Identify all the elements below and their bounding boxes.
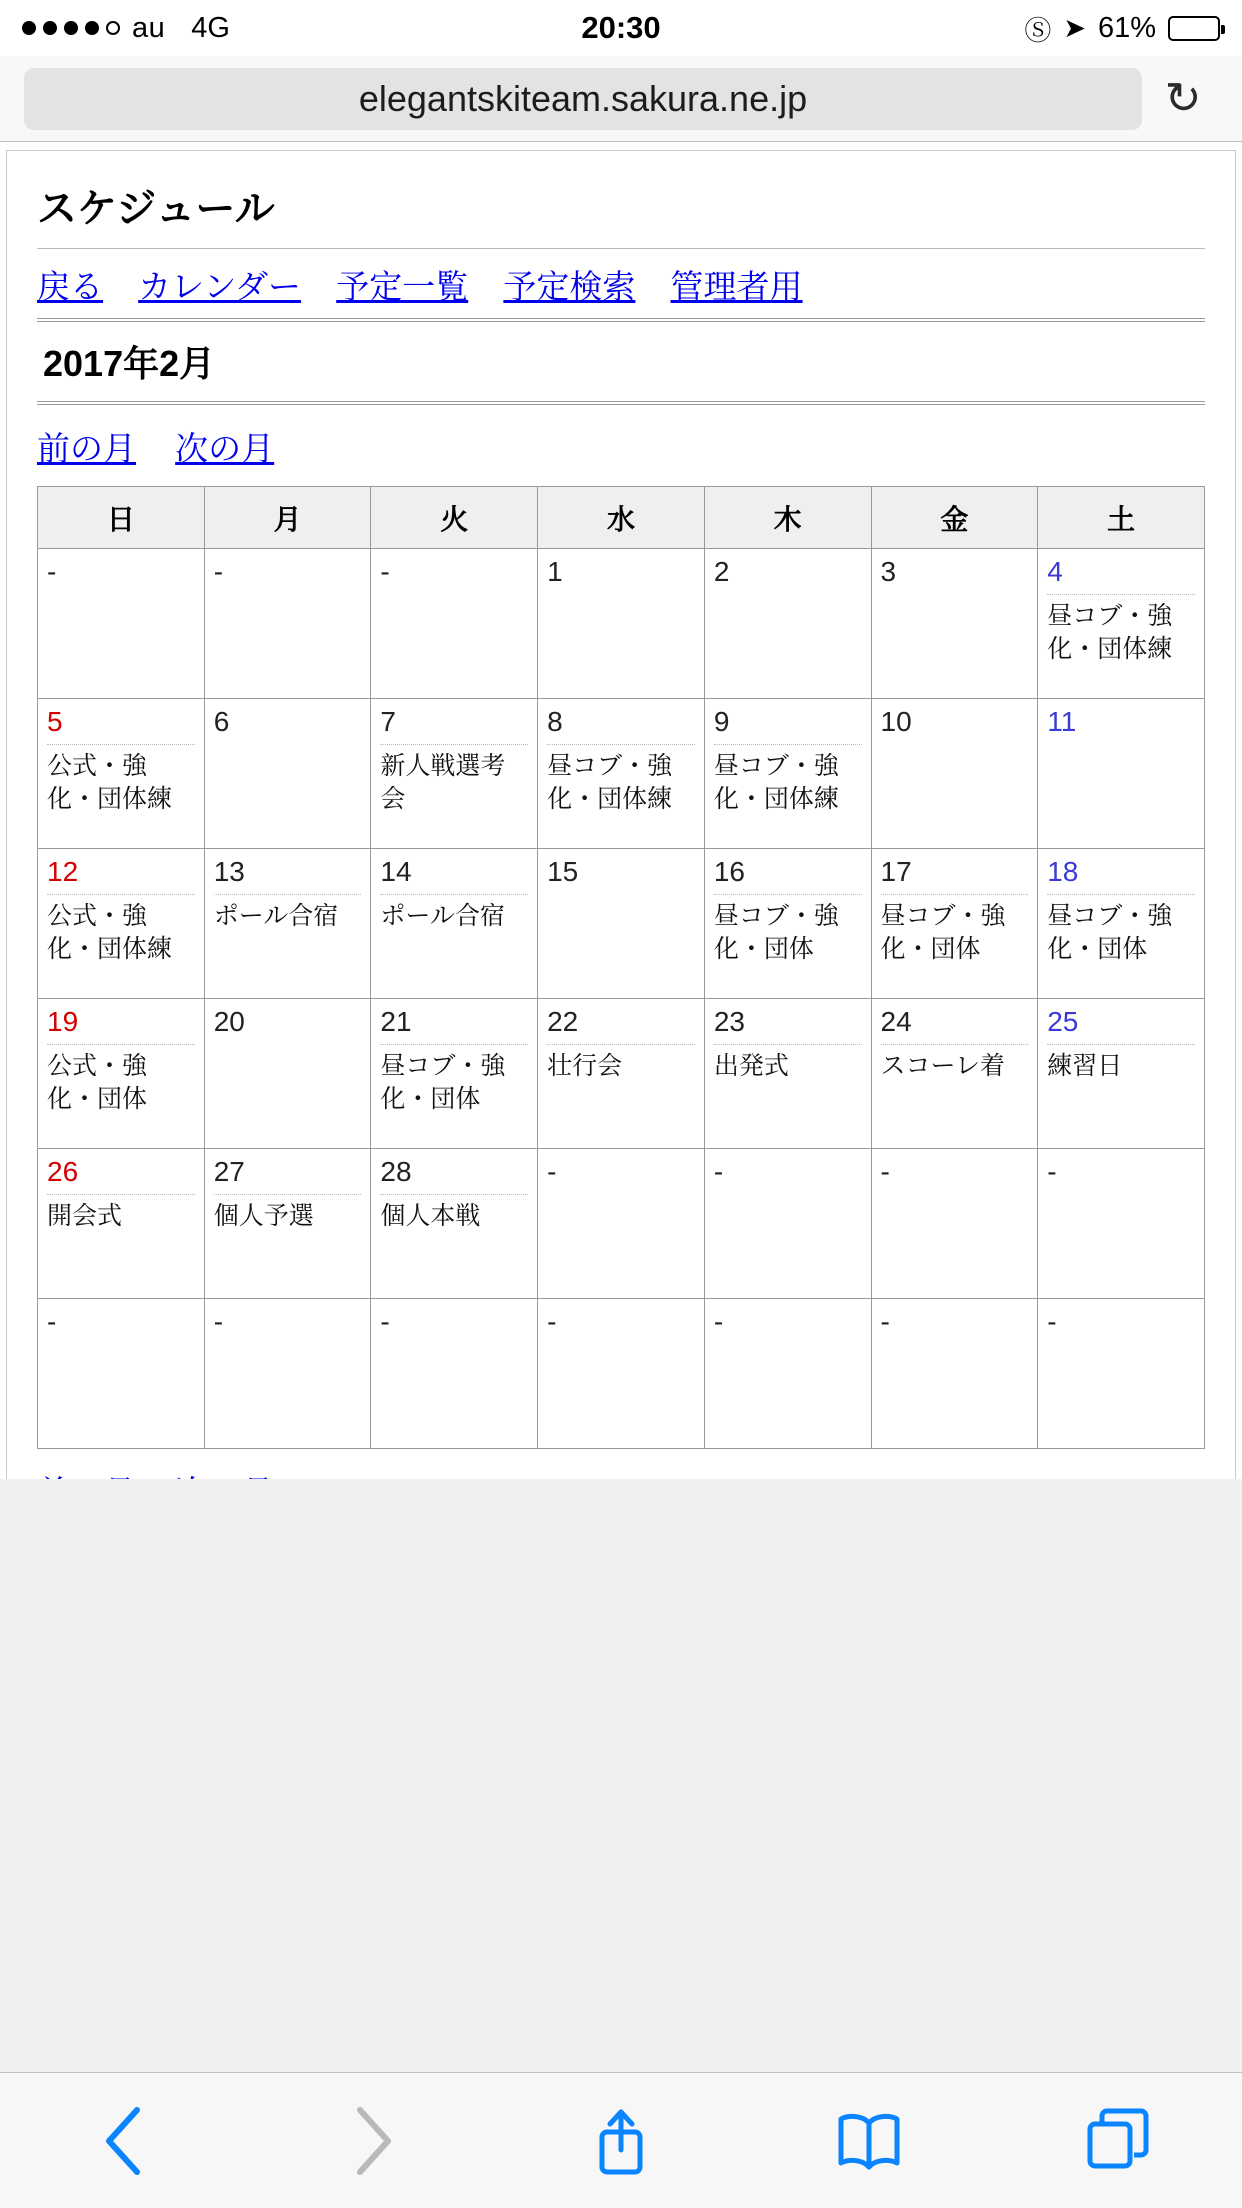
day-number: 28	[380, 1156, 412, 1187]
event-separator	[47, 744, 195, 745]
calendar-day-cell[interactable]	[371, 1149, 538, 1299]
calendar-day-cell[interactable]	[538, 699, 705, 849]
prev-month-link-top[interactable]: 前の月	[37, 430, 136, 467]
day-number: -	[380, 556, 390, 587]
event-separator	[881, 894, 1029, 895]
calendar-event[interactable]: 昼コブ・強化・団体練	[713, 751, 839, 813]
calendar-body	[38, 549, 1205, 1449]
day-number: -	[47, 556, 57, 587]
next-month-link-top[interactable]: 次の月	[175, 430, 275, 467]
calendar-day-cell[interactable]	[38, 1299, 205, 1449]
calendar-day-cell[interactable]	[538, 1149, 705, 1299]
pager-top	[37, 405, 1205, 486]
day-number: -	[1047, 1156, 1057, 1187]
calendar-day-cell[interactable]	[38, 1149, 205, 1299]
event-separator	[380, 1044, 528, 1045]
reload-icon[interactable]: ↻	[1164, 74, 1202, 123]
event-separator	[1047, 1044, 1195, 1045]
calendar-day-cell[interactable]	[538, 849, 705, 999]
calendar-day-cell[interactable]	[204, 699, 371, 849]
day-number: 19	[47, 1006, 79, 1037]
url-input[interactable]: elegantskiteam.sakura.ne.jp	[24, 68, 1142, 130]
calendar-day-cell[interactable]	[1038, 1299, 1205, 1449]
event-separator	[47, 1194, 195, 1195]
calendar-day-cell[interactable]	[38, 549, 205, 699]
day-number: -	[547, 1306, 557, 1337]
calendar-day-cell[interactable]	[371, 1299, 538, 1449]
calendar-day-cell[interactable]	[204, 849, 371, 999]
calendar-event[interactable]: ポール合宿	[213, 901, 339, 930]
share-icon[interactable]	[497, 2104, 745, 2178]
day-number: 9	[713, 706, 730, 737]
day-number: 24	[880, 1006, 912, 1037]
page-background-filler	[0, 1479, 1242, 2072]
back-icon[interactable]	[0, 2104, 248, 2178]
nav-link-schedule-list[interactable]: 予定一覧	[336, 268, 469, 305]
nav-link-back[interactable]: 戻る	[37, 268, 103, 305]
clock-label: 20:30	[581, 10, 661, 45]
calendar-event[interactable]: 昼コブ・強化・団体練	[547, 751, 673, 813]
weekday-header-thu: 木	[704, 487, 871, 549]
day-number: 1	[547, 556, 563, 587]
calendar-day-cell[interactable]	[371, 699, 538, 849]
calendar-day-cell[interactable]	[538, 1299, 705, 1449]
event-separator	[380, 744, 528, 745]
calendar-day-cell[interactable]	[38, 699, 205, 849]
event-separator	[881, 1044, 1029, 1045]
day-number: 7	[380, 706, 396, 737]
day-number: 21	[380, 1006, 412, 1037]
nav-link-schedule-search[interactable]: 予定検索	[503, 268, 636, 305]
location-arrow-icon: ➤	[1063, 12, 1086, 43]
nav-link-calendar[interactable]: カレンダー	[138, 268, 302, 305]
calendar-day-cell[interactable]	[704, 549, 871, 699]
network-type-label: 4G	[191, 11, 230, 44]
day-number: 5	[47, 706, 63, 737]
calendar-week-row	[38, 549, 1205, 699]
day-number: -	[713, 1156, 724, 1187]
calendar-event[interactable]: 公式・強化・団体練	[47, 751, 173, 813]
event-separator	[380, 894, 528, 895]
weekday-header-tue: 火	[371, 487, 538, 549]
calendar-day-cell[interactable]	[204, 1149, 371, 1299]
day-number: -	[547, 1156, 557, 1187]
event-separator	[714, 894, 862, 895]
calendar-day-cell[interactable]	[1038, 999, 1205, 1149]
day-number: -	[380, 1306, 390, 1337]
calendar-day-cell[interactable]	[538, 999, 705, 1149]
calendar-day-cell[interactable]	[871, 699, 1038, 849]
event-separator	[714, 1044, 862, 1045]
calendar-day-cell[interactable]	[871, 999, 1038, 1149]
calendar-event[interactable]: 壮行会	[547, 1051, 623, 1080]
day-number: 20	[213, 1006, 245, 1037]
calendar-day-cell[interactable]	[38, 999, 205, 1149]
calendar-day-cell[interactable]	[1038, 549, 1205, 699]
calendar-table	[37, 486, 1205, 1449]
calendar-event[interactable]: 昼コブ・強化・団体練	[1047, 601, 1173, 663]
calendar-week-row	[38, 999, 1205, 1149]
tabs-icon[interactable]	[994, 2108, 1242, 2174]
calendar-day-cell[interactable]	[371, 849, 538, 999]
calendar-day-cell[interactable]	[538, 549, 705, 699]
weekday-header-mon: 月	[204, 487, 371, 549]
calendar-day-cell[interactable]	[704, 1149, 871, 1299]
event-separator	[547, 1044, 695, 1045]
day-number: -	[1047, 1306, 1057, 1337]
web-page-content	[6, 150, 1236, 1535]
event-separator	[1047, 594, 1195, 595]
rotation-lock-icon: Ⓢ	[1024, 15, 1052, 46]
day-number: 6	[213, 706, 230, 737]
day-number: -	[47, 1306, 57, 1337]
calendar-day-cell[interactable]	[371, 549, 538, 699]
calendar-day-cell[interactable]	[204, 1299, 371, 1449]
calendar-day-cell[interactable]	[1038, 699, 1205, 849]
calendar-day-cell[interactable]	[704, 999, 871, 1149]
event-separator	[214, 894, 362, 895]
calendar-day-cell[interactable]	[1038, 1149, 1205, 1299]
browser-address-bar[interactable]	[0, 56, 1242, 142]
calendar-day-cell[interactable]	[704, 699, 871, 849]
calendar-day-cell[interactable]	[871, 1299, 1038, 1449]
day-number: -	[213, 556, 224, 587]
event-separator	[547, 744, 695, 745]
day-number: 13	[213, 856, 245, 887]
day-number: 25	[1047, 1006, 1079, 1037]
day-number: 14	[380, 856, 412, 887]
page-title: スケジュール	[37, 187, 275, 231]
battery-icon	[1168, 16, 1220, 41]
event-separator	[1047, 894, 1195, 895]
page-nav	[37, 249, 1205, 318]
event-separator	[47, 894, 195, 895]
calendar-week-row	[38, 1299, 1205, 1449]
forward-icon	[248, 2104, 496, 2178]
calendar-day-cell[interactable]	[704, 1299, 871, 1449]
day-number: 27	[213, 1156, 245, 1187]
weekday-header-wed: 水	[538, 487, 705, 549]
day-number: 10	[880, 706, 912, 737]
calendar-day-cell[interactable]	[371, 999, 538, 1149]
calendar-day-cell[interactable]	[871, 849, 1038, 999]
calendar-event[interactable]: 公式・強化・団体練	[47, 901, 173, 963]
calendar-day-cell[interactable]	[704, 849, 871, 999]
calendar-event[interactable]: 昼コブ・強化・団体	[380, 1051, 506, 1113]
battery-percent-label: 61%	[1097, 11, 1156, 44]
calendar-event[interactable]: 開会式	[47, 1201, 123, 1230]
current-month-label: 2017年2月	[43, 343, 216, 384]
day-number: 8	[547, 706, 563, 737]
calendar-day-cell[interactable]	[871, 1149, 1038, 1299]
day-number: 12	[47, 856, 79, 887]
weekday-header-sat: 土	[1038, 487, 1205, 549]
nav-link-admin[interactable]: 管理者用	[670, 268, 803, 305]
calendar-day-cell[interactable]	[204, 999, 371, 1149]
weekday-header-fri: 金	[871, 487, 1038, 549]
day-number: -	[880, 1306, 890, 1337]
calendar-event[interactable]: 昼コブ・強化・団体	[713, 901, 839, 963]
calendar-day-cell[interactable]	[204, 549, 371, 699]
day-number: 2	[713, 556, 730, 587]
day-number: 22	[547, 1006, 579, 1037]
day-number: 17	[880, 856, 912, 887]
calendar-event[interactable]: スコーレ着	[880, 1051, 1006, 1080]
weekday-header-sun: 日	[38, 487, 205, 549]
calendar-event[interactable]: 個人予選	[213, 1201, 314, 1230]
event-separator	[380, 1194, 528, 1195]
bookmarks-icon[interactable]	[745, 2109, 993, 2173]
calendar-day-cell[interactable]	[38, 849, 205, 999]
calendar-event[interactable]: 新人戦選考会	[380, 751, 506, 813]
calendar-event[interactable]: 出発式	[713, 1051, 789, 1080]
calendar-event[interactable]: 練習日	[1047, 1051, 1123, 1080]
event-separator	[214, 1194, 362, 1195]
event-separator	[714, 744, 862, 745]
day-number: -	[880, 1156, 890, 1187]
calendar-header-row	[38, 487, 1205, 549]
calendar-event[interactable]: ポール合宿	[380, 901, 505, 930]
carrier-label: au	[132, 11, 166, 44]
day-number: 16	[713, 856, 745, 887]
day-number: 18	[1047, 856, 1079, 887]
day-number: 26	[47, 1156, 79, 1187]
calendar-event[interactable]: 公式・強化・団体	[47, 1051, 148, 1113]
browser-bottom-toolbar	[0, 2072, 1242, 2208]
calendar-day-cell[interactable]	[1038, 849, 1205, 999]
calendar-event[interactable]: 昼コブ・強化・団体	[880, 901, 1006, 963]
day-number: -	[713, 1306, 724, 1337]
status-bar	[0, 0, 1242, 56]
day-number: 15	[547, 856, 579, 887]
calendar-event[interactable]: 昼コブ・強化・団体	[1047, 901, 1173, 963]
calendar-week-row	[38, 1149, 1205, 1299]
calendar-week-row	[38, 699, 1205, 849]
event-separator	[47, 1044, 195, 1045]
day-number: -	[213, 1306, 224, 1337]
day-number: 23	[713, 1006, 745, 1037]
calendar-day-cell[interactable]	[871, 549, 1038, 699]
day-number: 4	[1047, 556, 1063, 587]
calendar-event[interactable]: 個人本戦	[380, 1201, 481, 1230]
day-number: 3	[880, 556, 897, 587]
day-number: 11	[1047, 706, 1077, 737]
calendar-week-row	[38, 849, 1205, 999]
